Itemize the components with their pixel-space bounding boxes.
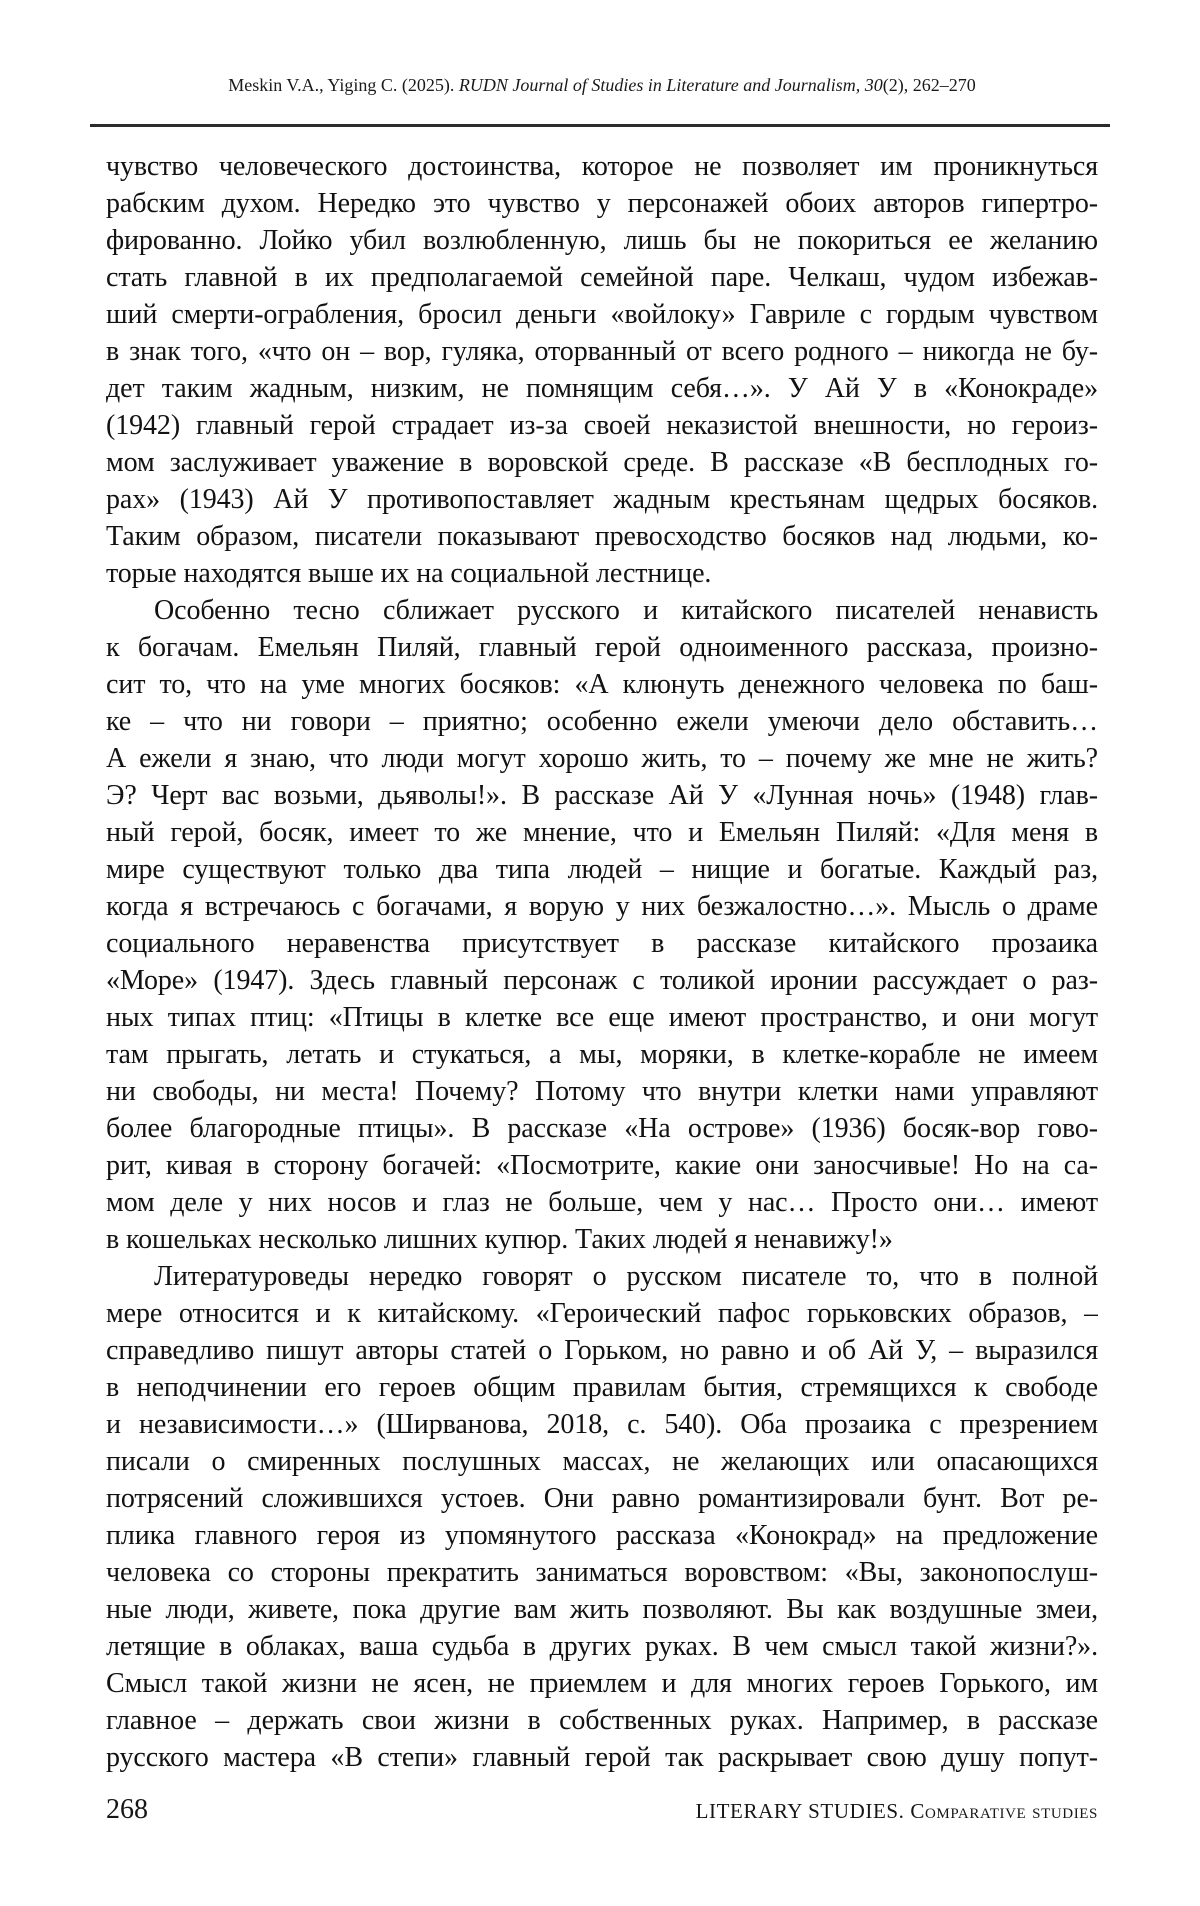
text-line: в кошельках несколько лишних купюр. Таких людей я ненавижу!» (106, 1224, 893, 1255)
text-line: и независимости…» (Ширванова, 2018, с. 540). Оба прозаика с презрением (106, 1409, 1098, 1440)
text-line: чувство человеческого достоинства, которое не позволяет им проникнуться (106, 151, 1098, 182)
text-line: мире существуют только два типа людей – нищие и богатые. Каждый раз, (106, 854, 1098, 885)
text-line: мом деле у них носов и глаз не больше, чем у нас… Просто они… имеют (106, 1187, 1098, 1218)
text-line: главное – держать свои жизни в собственных руках. Например, в рассказе (106, 1705, 1098, 1736)
page-footer (106, 1794, 1098, 1826)
text-line: ных типах птиц: «Птицы в клетке все еще имеют пространство, и они могут (106, 1002, 1098, 1033)
page-number: 268 (106, 1794, 148, 1825)
text-line: справедливо пишут авторы статей о Горьком, но равно и об Ай У, – выразился (106, 1335, 1098, 1366)
text-line: ные люди, живете, пока другие вам жить позволяют. Вы как воздушные змеи, (106, 1594, 1098, 1625)
text-line: дет таким жадным, низким, не помнящим себя…». У Ай У в «Конокраде» (106, 373, 1098, 404)
running-head-journal-title: RUDN Journal of Studies in Literature and Journalism, 30 (458, 75, 883, 95)
paragraph-2 (106, 592, 1098, 1258)
text-line: Особенно тесно сближает русского и китайского писателей ненависть (154, 595, 1098, 626)
paragraph-3 (106, 1258, 1098, 1776)
text-line: к богачам. Емельян Пиляй, главный герой одноименного рассказа, произно- (106, 632, 1098, 663)
text-line: в знак того, «что он – вор, гуляка, оторванный от всего родного – никогда не бу- (106, 336, 1098, 367)
footer-section-caps: LITERARY STUDIES. (695, 1799, 911, 1823)
text-line: ни свободы, ни места! Почему? Потому что внутри клетки нами управляют (106, 1076, 1098, 1107)
header-divider-rule (90, 124, 1110, 127)
text-line: Э? Черт вас возьми, дьяволы!». В рассказе Ай У «Лунная ночь» (1948) глав- (106, 780, 1098, 811)
text-line: человека со стороны прекратить заниматься воровством: «Вы, законопослуш- (106, 1557, 1098, 1588)
text-line: Литературоведы нередко говорят о русском писателе то, что в полной (154, 1261, 1098, 1292)
text-line: когда я встречаюсь с богачами, я ворую у них безжалостно…». Мысль о драме (106, 891, 1098, 922)
footer-section-smallcaps: Comparative studies (910, 1799, 1098, 1823)
paragraph-1 (106, 148, 1098, 592)
text-line: ке – что ни говори – приятно; особенно ежели умеючи дело обставить… (106, 706, 1098, 737)
footer-section-title (696, 1799, 1098, 1824)
text-line: более благородные птицы». В рассказе «На острове» (1936) босяк-вор гово- (106, 1113, 1098, 1144)
text-line: стать главной в их предполагаемой семейной паре. Челкаш, чудом избежав- (106, 262, 1098, 293)
text-line: потрясений сложившихся устоев. Они равно романтизировали бунт. Вот ре- (106, 1483, 1098, 1514)
text-line: летящие в облаках, ваша судьба в других руках. В чем смысл такой жизни?». (106, 1631, 1098, 1662)
text-line: рах» (1943) Ай У противопоставляет жадным крестьянам щедрых босяков. (106, 484, 1098, 515)
running-head (106, 74, 1098, 96)
text-line: в неподчинении его героев общим правилам бытия, стремящихся к свободе (106, 1372, 1098, 1403)
text-line: торые находятся выше их на социальной лестнице. (106, 558, 712, 589)
text-line: там прыгать, летать и стукаться, а мы, моряки, в клетке-корабле не имеем (106, 1039, 1098, 1070)
text-line: рабским духом. Нередко это чувство у персонажей обоих авторов гипертро- (106, 188, 1098, 219)
text-line: Таким образом, писатели показывают превосходство босяков над людьми, ко- (106, 521, 1098, 552)
running-head-issue-pages: (2), 262–270 (882, 75, 976, 95)
text-line: писали о смиренных послушных массах, не желающих или опасающихся (106, 1446, 1098, 1477)
text-line: рит, кивая в сторону богачей: «Посмотрите, какие они заносчивые! Но на са- (106, 1150, 1098, 1181)
text-line: ший смерти-ограбления, бросил деньги «войлоку» Гавриле с гордым чувством (106, 299, 1098, 330)
text-line: Смысл такой жизни не ясен, не приемлем и для многих героев Горького, им (106, 1668, 1098, 1699)
text-line: сит то, что на уме многих босяков: «А клюнуть денежного человека по баш- (106, 669, 1098, 700)
running-head-authors: Meskin V.A., Yiging C. (2025). (228, 75, 459, 95)
text-line: плика главного героя из упомянутого рассказа «Конокрад» на предложение (106, 1520, 1098, 1551)
text-line: социального неравенства присутствует в рассказе китайского прозаика (106, 928, 1098, 959)
text-line: ный герой, босяк, имеет то же мнение, что и Емельян Пиляй: «Для меня в (106, 817, 1098, 848)
text-line: русского мастера «В степи» главный герой так раскрывает свою душу попут- (106, 1742, 1098, 1773)
text-line: мом заслуживает уважение в воровской среде. В рассказе «В бесплодных го- (106, 447, 1098, 478)
text-line: А ежели я знаю, что люди могут хорошо жить, то – почему же мне не жить? (106, 743, 1098, 774)
text-line: фированно. Лойко убил возлюбленную, лишь бы не покориться ее желанию (106, 225, 1098, 256)
article-body (106, 148, 1098, 1776)
text-line: мере относится и к китайскому. «Героический пафос горьковских образов, – (106, 1298, 1098, 1329)
text-line: (1942) главный герой страдает из-за своей неказистой внешности, но героиз- (106, 410, 1098, 441)
text-line: «Море» (1947). Здесь главный персонаж с толикой иронии рассуждает о раз- (106, 965, 1098, 996)
